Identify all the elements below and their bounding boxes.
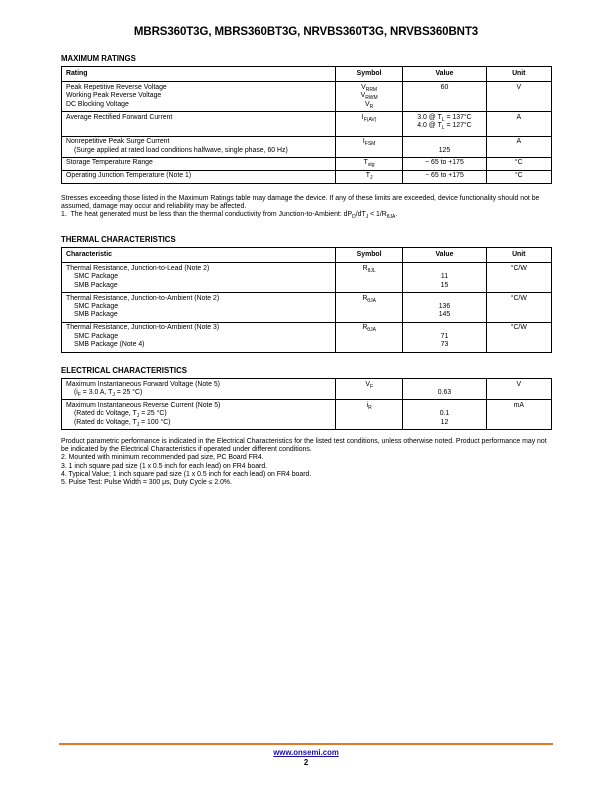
unit-cell: °C [486, 157, 551, 170]
electrical-table [61, 378, 552, 430]
symbol-cell: $T_J$ [335, 170, 403, 183]
table-row [62, 112, 552, 137]
document-title: MBRS360T3G, MBRS360BT3G, NRVBS360T3G, NRVBS360BNT3 [133, 26, 479, 38]
table-row [62, 136, 552, 157]
table-row: Thermal Resistance, Junction-to-Ambient (Note 2) SMC Package SMB Package $R_{\theta JA}$ 136 145 °C/W [62, 293, 552, 323]
col-header: Rating [62, 67, 336, 82]
value-cell: 3.0 @ $T_L = 137^\circ C$ 4.0 @ $T_L = 127^\circ C$ [403, 112, 486, 137]
table-row: Thermal Resistance, Junction-to-Lead (Note 2) SMC Package SMB Package $R_{\theta JL}$ 11 15 °C/W [62, 263, 552, 293]
table-header-row [62, 248, 552, 263]
rating-text: Nonrepetitive Peak Surge Current [66, 138, 170, 146]
rating-text: Operating Junction Temperature (Note 1) [62, 170, 336, 183]
col-header: Value [403, 248, 486, 263]
symbol-cell: $I_{F(AV)}$ [335, 112, 403, 137]
note-4: 4. Typical Value; 1 inch square pad size (1 x 0.5 inch for each lead) on FR4 board. [61, 470, 312, 478]
rating-text: Storage Temperature Range [62, 157, 336, 170]
symbol-cell: $I_{FSM}$ [335, 136, 403, 157]
value-cell: − 65 to +175 [403, 170, 486, 183]
note-3: 3. 1 inch square pad size (1 x 0.5 inch for each lead) on FR4 board. [61, 462, 268, 470]
col-header: Unit [486, 248, 551, 263]
rating-text: Average Rectified Forward Current [62, 112, 336, 137]
symbol-cell: $T_{stg}$ [335, 157, 403, 170]
thermal-table [61, 247, 552, 353]
table-row [62, 157, 552, 170]
value-cell: 11 15 [403, 263, 486, 293]
col-header: Symbol [335, 67, 403, 82]
unit-cell: V [486, 379, 551, 400]
value-cell: − 65 to +175 [403, 157, 486, 170]
unit-cell: °C/W [486, 293, 551, 323]
value-cell: 125 [403, 136, 486, 157]
value-cell: 60 [403, 82, 486, 112]
table-header-row [62, 67, 552, 82]
table-row: Maximum Instantaneous Forward Voltage (Note 5) ($i_F = 3.0$ A, $T_J = 25$ °C) $V_F$ 0.63 V [62, 379, 552, 400]
symbol-cell: $R_{\theta JA}$ [335, 293, 403, 323]
unit-cell: °C/W [486, 263, 551, 293]
unit-cell: A [486, 112, 551, 137]
value-cell: 0.63 [403, 379, 486, 400]
unit-cell: °C [486, 170, 551, 183]
rating-text: Working Peak Reverse Voltage [66, 92, 162, 100]
col-header: Unit [486, 67, 551, 82]
symbol-cell: $V_F$ [336, 379, 403, 400]
stress-note: Stresses exceeding those listed in the Maximum Ratings table may damage the device. If any of these limits are exceeded, device functionality should not be assumed, damage may occur and reliability may be affected. 1. The heat generated must be less than the thermal conductivity from Junction-to-Ambient: $dP_D/dT_J < 1/R_{\theta JA}$. [61, 195, 553, 220]
unit-cell: mA [486, 400, 551, 430]
symbol-cell: $V_{RRM}$ $V_{RWM}$ $V_R$ [335, 82, 403, 112]
symbol-cell: $i_R$ [336, 400, 403, 430]
col-header: Symbol [335, 248, 403, 263]
col-header: Value [403, 67, 486, 82]
note-5: 5. Pulse Test: Pulse Width = 300 μs, Duty Cycle ≤ 2.0%. [61, 479, 232, 487]
table-row [62, 170, 552, 183]
table-row: Thermal Resistance, Junction-to-Ambient (Note 3) SMC Package SMB Package (Note 4) $R_{\theta JA}$ 71 73 °C/W [62, 322, 552, 352]
value-cell: 136 145 [403, 293, 486, 323]
thermal-heading: THERMAL CHARACTERISTICS [61, 235, 176, 244]
product-note: Product parametric performance is indicated in the Electrical Characteristics for the listed test conditions, unless otherwise noted. Product performance may not be indicated by the Electrical Characteristics if operated under different conditions. 2. Mounted with minimum recommended pad size, PC Board FR4. 3. 1 inch square pad size (1 x 0.5 inch for each lead) on FR4 board. 4. Typical Value; 1 inch square pad size (1 x 0.5 inch for each lead) on FR4 board. 5. Pulse Test: Pulse Width = 300 μs, Duty Cycle ≤ 2.0%. [61, 438, 553, 487]
rating-text: DC Blocking Voltage [66, 100, 129, 108]
max-ratings-heading: MAXIMUM RATINGS [61, 54, 136, 63]
table-row: Maximum Instantaneous Reverse Current (Note 5) (Rated dc Voltage, $T_J = 25$ °C) (Rated dc Voltage, $T_J = 100$ °C) $i_R$ 0.1 12 mA [62, 400, 552, 430]
website-link[interactable]: www.onsemi.com [273, 748, 339, 757]
page-number: 2 [303, 758, 309, 767]
unit-cell: V [486, 82, 551, 112]
unit-cell: A [486, 136, 551, 157]
value-cell: 71 73 [403, 322, 486, 352]
table-row [62, 82, 552, 112]
symbol-cell: $R_{\theta JL}$ [335, 263, 403, 293]
unit-cell: °C/W [486, 322, 551, 352]
symbol-cell: $R_{\theta JA}$ [335, 322, 403, 352]
rating-text: (Surge applied at rated load conditions halfwave, single phase, 60 Hz) [74, 146, 288, 154]
col-header: Characteristic [62, 248, 336, 263]
rating-text: Peak Repetitive Reverse Voltage [66, 83, 167, 91]
footer-divider [59, 743, 553, 745]
electrical-heading: ELECTRICAL CHARACTERISTICS [61, 366, 187, 375]
note-1: 1. The heat generated must be less than the thermal conductivity from Junction-to-Ambient: $dP_D/dT_J < 1/R_{\theta JA}$. [61, 211, 398, 221]
value-cell: 0.1 12 [403, 400, 486, 430]
note-2: 2. Mounted with minimum recommended pad size, PC Board FR4. [61, 454, 264, 462]
max-ratings-table [61, 66, 552, 184]
